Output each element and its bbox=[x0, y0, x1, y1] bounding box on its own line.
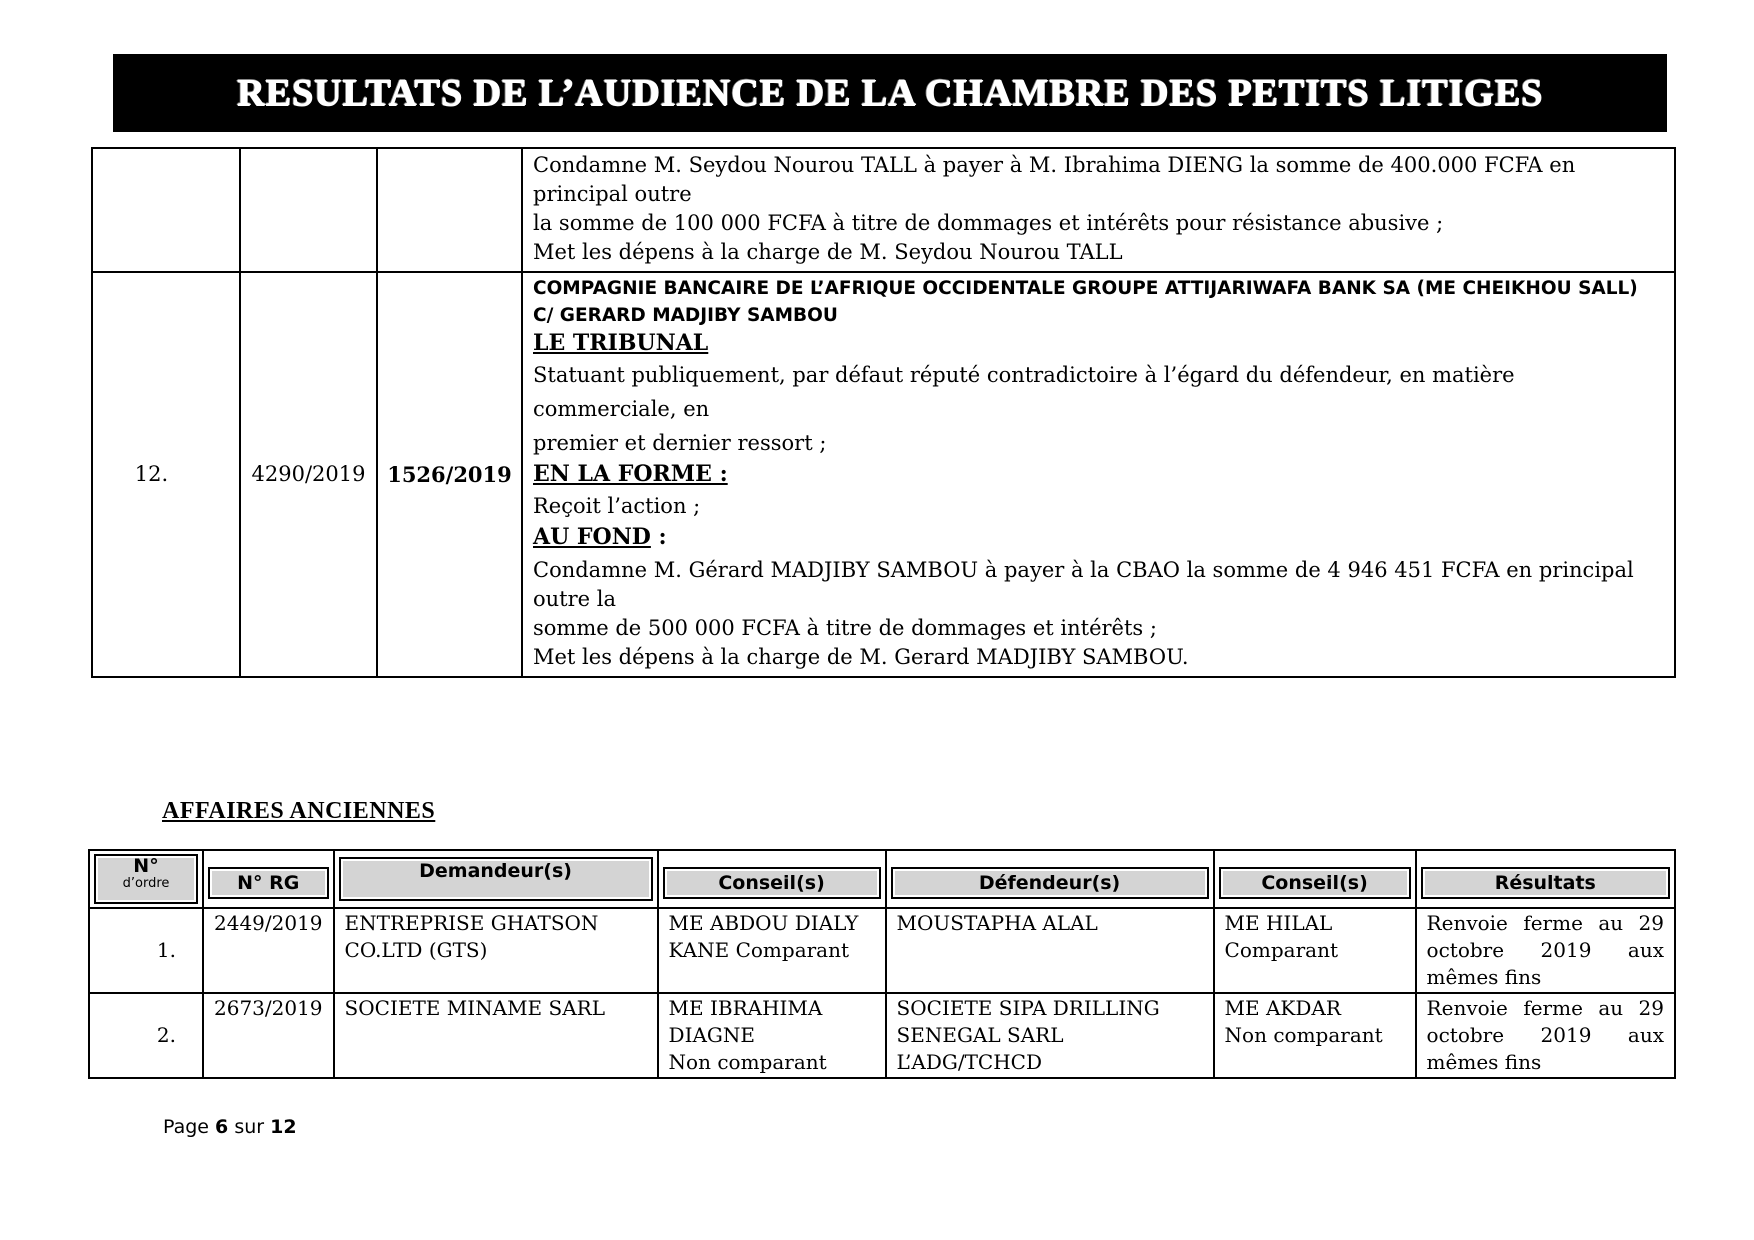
case-title: C/ GERARD MADJIBY SAMBOU bbox=[533, 305, 838, 326]
resultat-word: aux bbox=[1627, 1023, 1664, 1047]
fond-text: somme de 500 000 FCFA à titre de dommages et intérêts ; bbox=[533, 616, 1157, 640]
resultat-word: octobre bbox=[1426, 1023, 1505, 1047]
header-order-sub: d’ordre bbox=[122, 876, 170, 891]
order-cell: 12. bbox=[92, 272, 240, 677]
header-conseil bbox=[1214, 850, 1416, 908]
resultat-line bbox=[1427, 995, 1664, 1022]
header-rg bbox=[203, 850, 334, 908]
fond-text: Condamne M. Gérard MADJIBY SAMBOU à payer à la CBAO la somme de 4 946 451 FCFA en principal outre la bbox=[533, 558, 1634, 611]
demandeur-cell bbox=[334, 993, 658, 1078]
heading-tribunal: LE TRIBUNAL bbox=[533, 330, 709, 356]
page-current: 6 bbox=[215, 1116, 229, 1138]
resultat-line: mêmes fins bbox=[1426, 1050, 1542, 1074]
defendeur-line: SENEGAL SARL bbox=[896, 1023, 1064, 1047]
header-conseil bbox=[658, 850, 886, 908]
results-table bbox=[91, 147, 1676, 678]
conseil-line: Non comparant bbox=[668, 1050, 827, 1074]
resultat-cell bbox=[1416, 908, 1675, 993]
conseil-line: ME IBRAHIMA bbox=[668, 996, 823, 1020]
resultat-word: Renvoie bbox=[1426, 996, 1508, 1020]
header-demandeur-box: Demandeur(s) bbox=[339, 857, 653, 901]
conseil-line: KANE Comparant bbox=[668, 938, 850, 962]
header-resultats bbox=[1416, 850, 1675, 908]
defendeur-cell bbox=[886, 908, 1214, 993]
judgment-number: 1526/2019 bbox=[387, 461, 512, 487]
header-order bbox=[89, 850, 203, 908]
resultat-line bbox=[1427, 910, 1664, 937]
resultat-word: au bbox=[1598, 911, 1624, 935]
defendeur-cell bbox=[886, 993, 1214, 1078]
demandeur-cell bbox=[334, 908, 658, 993]
table-row bbox=[89, 908, 1675, 993]
judgment-cell bbox=[377, 148, 522, 272]
conseil-cell bbox=[658, 993, 886, 1078]
demandeur-line: ENTREPRISE GHATSON bbox=[344, 911, 599, 935]
conseil-cell bbox=[1214, 993, 1416, 1078]
heading-fond-colon: : bbox=[650, 524, 667, 550]
heading-forme: EN LA FORME : bbox=[533, 461, 728, 487]
defendeur-line: SOCIETE SIPA DRILLING bbox=[896, 996, 1160, 1020]
resultat-word: aux bbox=[1627, 938, 1664, 962]
rg-cell: 2673/2019 bbox=[203, 993, 334, 1078]
table-row bbox=[92, 148, 1675, 272]
defendeur-line: MOUSTAPHA ALAL bbox=[896, 911, 1098, 935]
decision-cell bbox=[522, 148, 1675, 272]
decision-line: Met les dépens à la charge de M. Seydou Nourou TALL bbox=[533, 240, 1123, 264]
page-footer bbox=[163, 1116, 297, 1138]
page-banner bbox=[113, 54, 1667, 132]
heading-fond bbox=[533, 523, 1664, 552]
table-row bbox=[89, 993, 1675, 1078]
conseil-line: ME ABDOU DIALY bbox=[668, 911, 859, 935]
header-defendeur-box: Défendeur(s) bbox=[891, 867, 1209, 899]
resultat-line bbox=[1427, 937, 1664, 964]
conseil-line: Comparant bbox=[1224, 938, 1338, 962]
decision-line: la somme de 100 000 FCFA à titre de dommages et intérêts pour résistance abusive ; bbox=[533, 211, 1444, 235]
conseil-cell bbox=[658, 908, 886, 993]
header-defendeur bbox=[886, 850, 1214, 908]
demandeur-line: CO.LTD (GTS) bbox=[344, 938, 488, 962]
conseil-cell bbox=[1214, 908, 1416, 993]
resultat-word: 29 bbox=[1638, 996, 1664, 1020]
resultat-word: 2019 bbox=[1540, 1023, 1592, 1047]
page-word: Page bbox=[163, 1116, 209, 1138]
header-conseil-box: Conseil(s) bbox=[663, 867, 881, 899]
defendeur-line: L’ADG/TCHCD bbox=[896, 1050, 1043, 1074]
order-cell bbox=[92, 148, 240, 272]
conseil-line: DIAGNE bbox=[668, 1023, 756, 1047]
header-row bbox=[89, 850, 1675, 908]
conseil-line: Non comparant bbox=[1224, 1023, 1383, 1047]
heading-fond-label: AU FOND bbox=[533, 524, 651, 550]
resultat-word: octobre bbox=[1426, 938, 1505, 962]
section-title: AFFAIRES ANCIENNES bbox=[162, 798, 436, 824]
rg-cell bbox=[240, 148, 377, 272]
header-order-main: N° bbox=[133, 855, 159, 877]
header-order-box bbox=[94, 854, 198, 904]
order-cell: 1. bbox=[89, 908, 203, 993]
header-resultats-box: Résultats bbox=[1421, 867, 1670, 899]
fond-text: Met les dépens à la charge de M. Gerard MADJIBY SAMBOU. bbox=[533, 645, 1189, 669]
judgment-cell bbox=[377, 272, 522, 677]
resultat-word: ferme bbox=[1523, 911, 1583, 935]
case-title: COMPAGNIE BANCAIRE DE L’AFRIQUE OCCIDENTALE GROUPE ATTIJARIWAFA BANK SA (ME CHEIKHOU SALL) bbox=[533, 278, 1638, 299]
order-cell: 2. bbox=[89, 993, 203, 1078]
header-demandeur bbox=[334, 850, 658, 908]
decision-cell bbox=[522, 272, 1675, 677]
demandeur-line: SOCIETE MINAME SARL bbox=[344, 996, 605, 1020]
conseil-line: ME AKDAR bbox=[1224, 996, 1341, 1020]
resultat-line bbox=[1427, 1022, 1664, 1049]
conseil-line: ME HILAL bbox=[1224, 911, 1333, 935]
rg-cell: 4290/2019 bbox=[240, 272, 377, 677]
old-cases-table bbox=[88, 849, 1676, 1079]
banner-title: RESULTATS DE L’AUDIENCE DE LA CHAMBRE DES PETITS LITIGES bbox=[236, 72, 1544, 114]
rg-cell: 2449/2019 bbox=[203, 908, 334, 993]
header-rg-box: N° RG bbox=[208, 867, 329, 899]
resultat-line: mêmes fins bbox=[1426, 965, 1542, 989]
header-conseil-box: Conseil(s) bbox=[1219, 867, 1411, 899]
table-row bbox=[92, 272, 1675, 677]
forme-text: Reçoit l’action ; bbox=[533, 494, 701, 518]
decision-line: Condamne M. Seydou Nourou TALL à payer à M. Ibrahima DIENG la somme de 400.000 FCFA en principal outre bbox=[533, 153, 1576, 206]
page-total: 12 bbox=[270, 1116, 297, 1138]
resultat-word: 29 bbox=[1638, 911, 1664, 935]
resultat-word: Renvoie bbox=[1426, 911, 1508, 935]
resultat-word: 2019 bbox=[1540, 938, 1592, 962]
resultat-cell bbox=[1416, 993, 1675, 1078]
sur-word: sur bbox=[234, 1116, 265, 1138]
statuant-text: premier et dernier ressort ; bbox=[533, 431, 827, 455]
resultat-word: au bbox=[1598, 996, 1624, 1020]
statuant-text: Statuant publiquement, par défaut réputé contradictoire à l’égard du défendeur, en matière commerciale, en bbox=[533, 363, 1515, 421]
resultat-word: ferme bbox=[1523, 996, 1583, 1020]
